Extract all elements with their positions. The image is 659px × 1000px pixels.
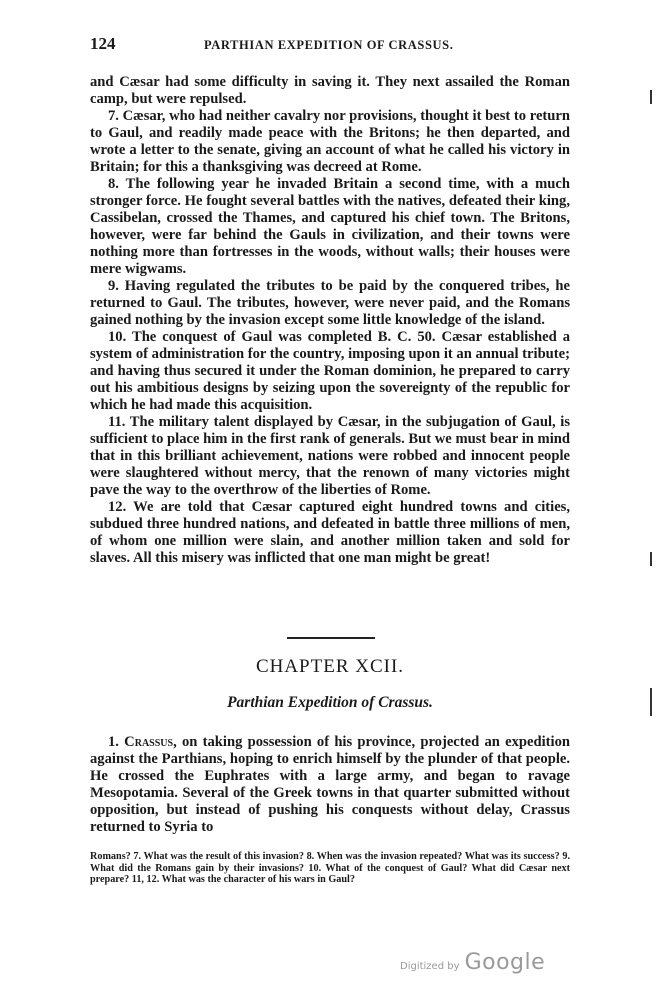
paragraph: 11. The military talent displayed by Cæsar, in the subjugation of Gaul, is sufficient to place him in the first rank of generals. But we must bear in mind that in this brilliant achievement, nations were robbed and innocent people were slaughtered without mercy, that the renown of many victories might pave the way to the overthrow of the liberties of Rome.	[90, 414, 570, 498]
footnote-questions	[90, 851, 570, 886]
paragraph: 8. The following year he invaded Britain a second time, with a much stronger force. He fought several battles with the natives, defeated their king, Cassibelan, crossed the Thames, and captured his chief town. The Britons, however, were far behind the Gauls in civilization, and their towns were nothing more than fortresses in the woods, without walls; their houses were mere wigwams.	[90, 176, 570, 277]
margin-mark	[650, 552, 652, 566]
chapter-text	[90, 734, 570, 836]
paragraph	[90, 734, 570, 836]
chapter-heading: CHAPTER XCII.	[255, 656, 405, 677]
footnote-text: Romans? 7. What was the result of this invasion? 8. When was the invasion repeated? What was its success? 9. What did the Romans gain by their invasions? 10. What of the conquest of Gaul? What did Cæsar next prepare? 11, 12. What was the character of his wars in Gaul?	[90, 851, 570, 885]
paragraph: and Cæsar had some difficulty in saving it. They next assailed the Roman camp, but were repulsed.	[90, 74, 570, 107]
page-number: 124	[90, 34, 116, 53]
digitized-watermark	[400, 950, 545, 975]
watermark-prefix: Digitized by	[400, 961, 460, 972]
paragraph-lead: 1. Crassus,	[108, 734, 177, 750]
paragraph: 10. The conquest of Gaul was completed B. C. 50. Cæsar established a system of administration for the country, imposing upon it an annual tribute; and having thus secured it under the Roman dominion, he prepared to carry out his ambitious designs by seizing upon the sovereignty of the republic for which he had made this acquisition.	[90, 329, 570, 413]
paragraph-body: on taking possession of his province, projected an expedition against the Parthians, hoping to enrich himself by the plunder of that people. He crossed the Euphrates with a large army, and began to ravage Mesopotamia. Several of the Greek towns in that quarter submitted without opposition, but instead of pushing his conquests without delay, Crassus returned to Syria to	[90, 734, 570, 835]
watermark-brand: Google	[464, 950, 546, 975]
paragraph: 12. We are told that Cæsar captured eight hundred towns and cities, subdued three hundred nations, and defeated in battle three millions of men, of whom one million were slain, and another million taken and sold for slaves. All this misery was inflicted that one man might be great!	[90, 499, 570, 566]
chapter-subtitle: Parthian Expedition of Crassus.	[227, 694, 433, 711]
running-head: PARTHIAN EXPEDITION OF CRASSUS.	[204, 38, 454, 52]
margin-mark	[650, 688, 652, 716]
paragraph: 9. Having regulated the tributes to be paid by the conquered tribes, he returned to Gaul. The tributes, however, were never paid, and the Romans gained nothing by the invasion except some little knowledge of the island.	[90, 278, 570, 328]
paragraph: 7. Cæsar, who had neither cavalry nor provisions, thought it best to return to Gaul, and readily made peace with the Britons; he then departed, and wrote a letter to the senate, giving an account of what he called his victory in Britain; for this a thanksgiving was decreed at Rome.	[90, 108, 570, 175]
section-divider	[287, 637, 375, 639]
margin-mark	[650, 90, 652, 104]
body-text	[90, 74, 570, 567]
